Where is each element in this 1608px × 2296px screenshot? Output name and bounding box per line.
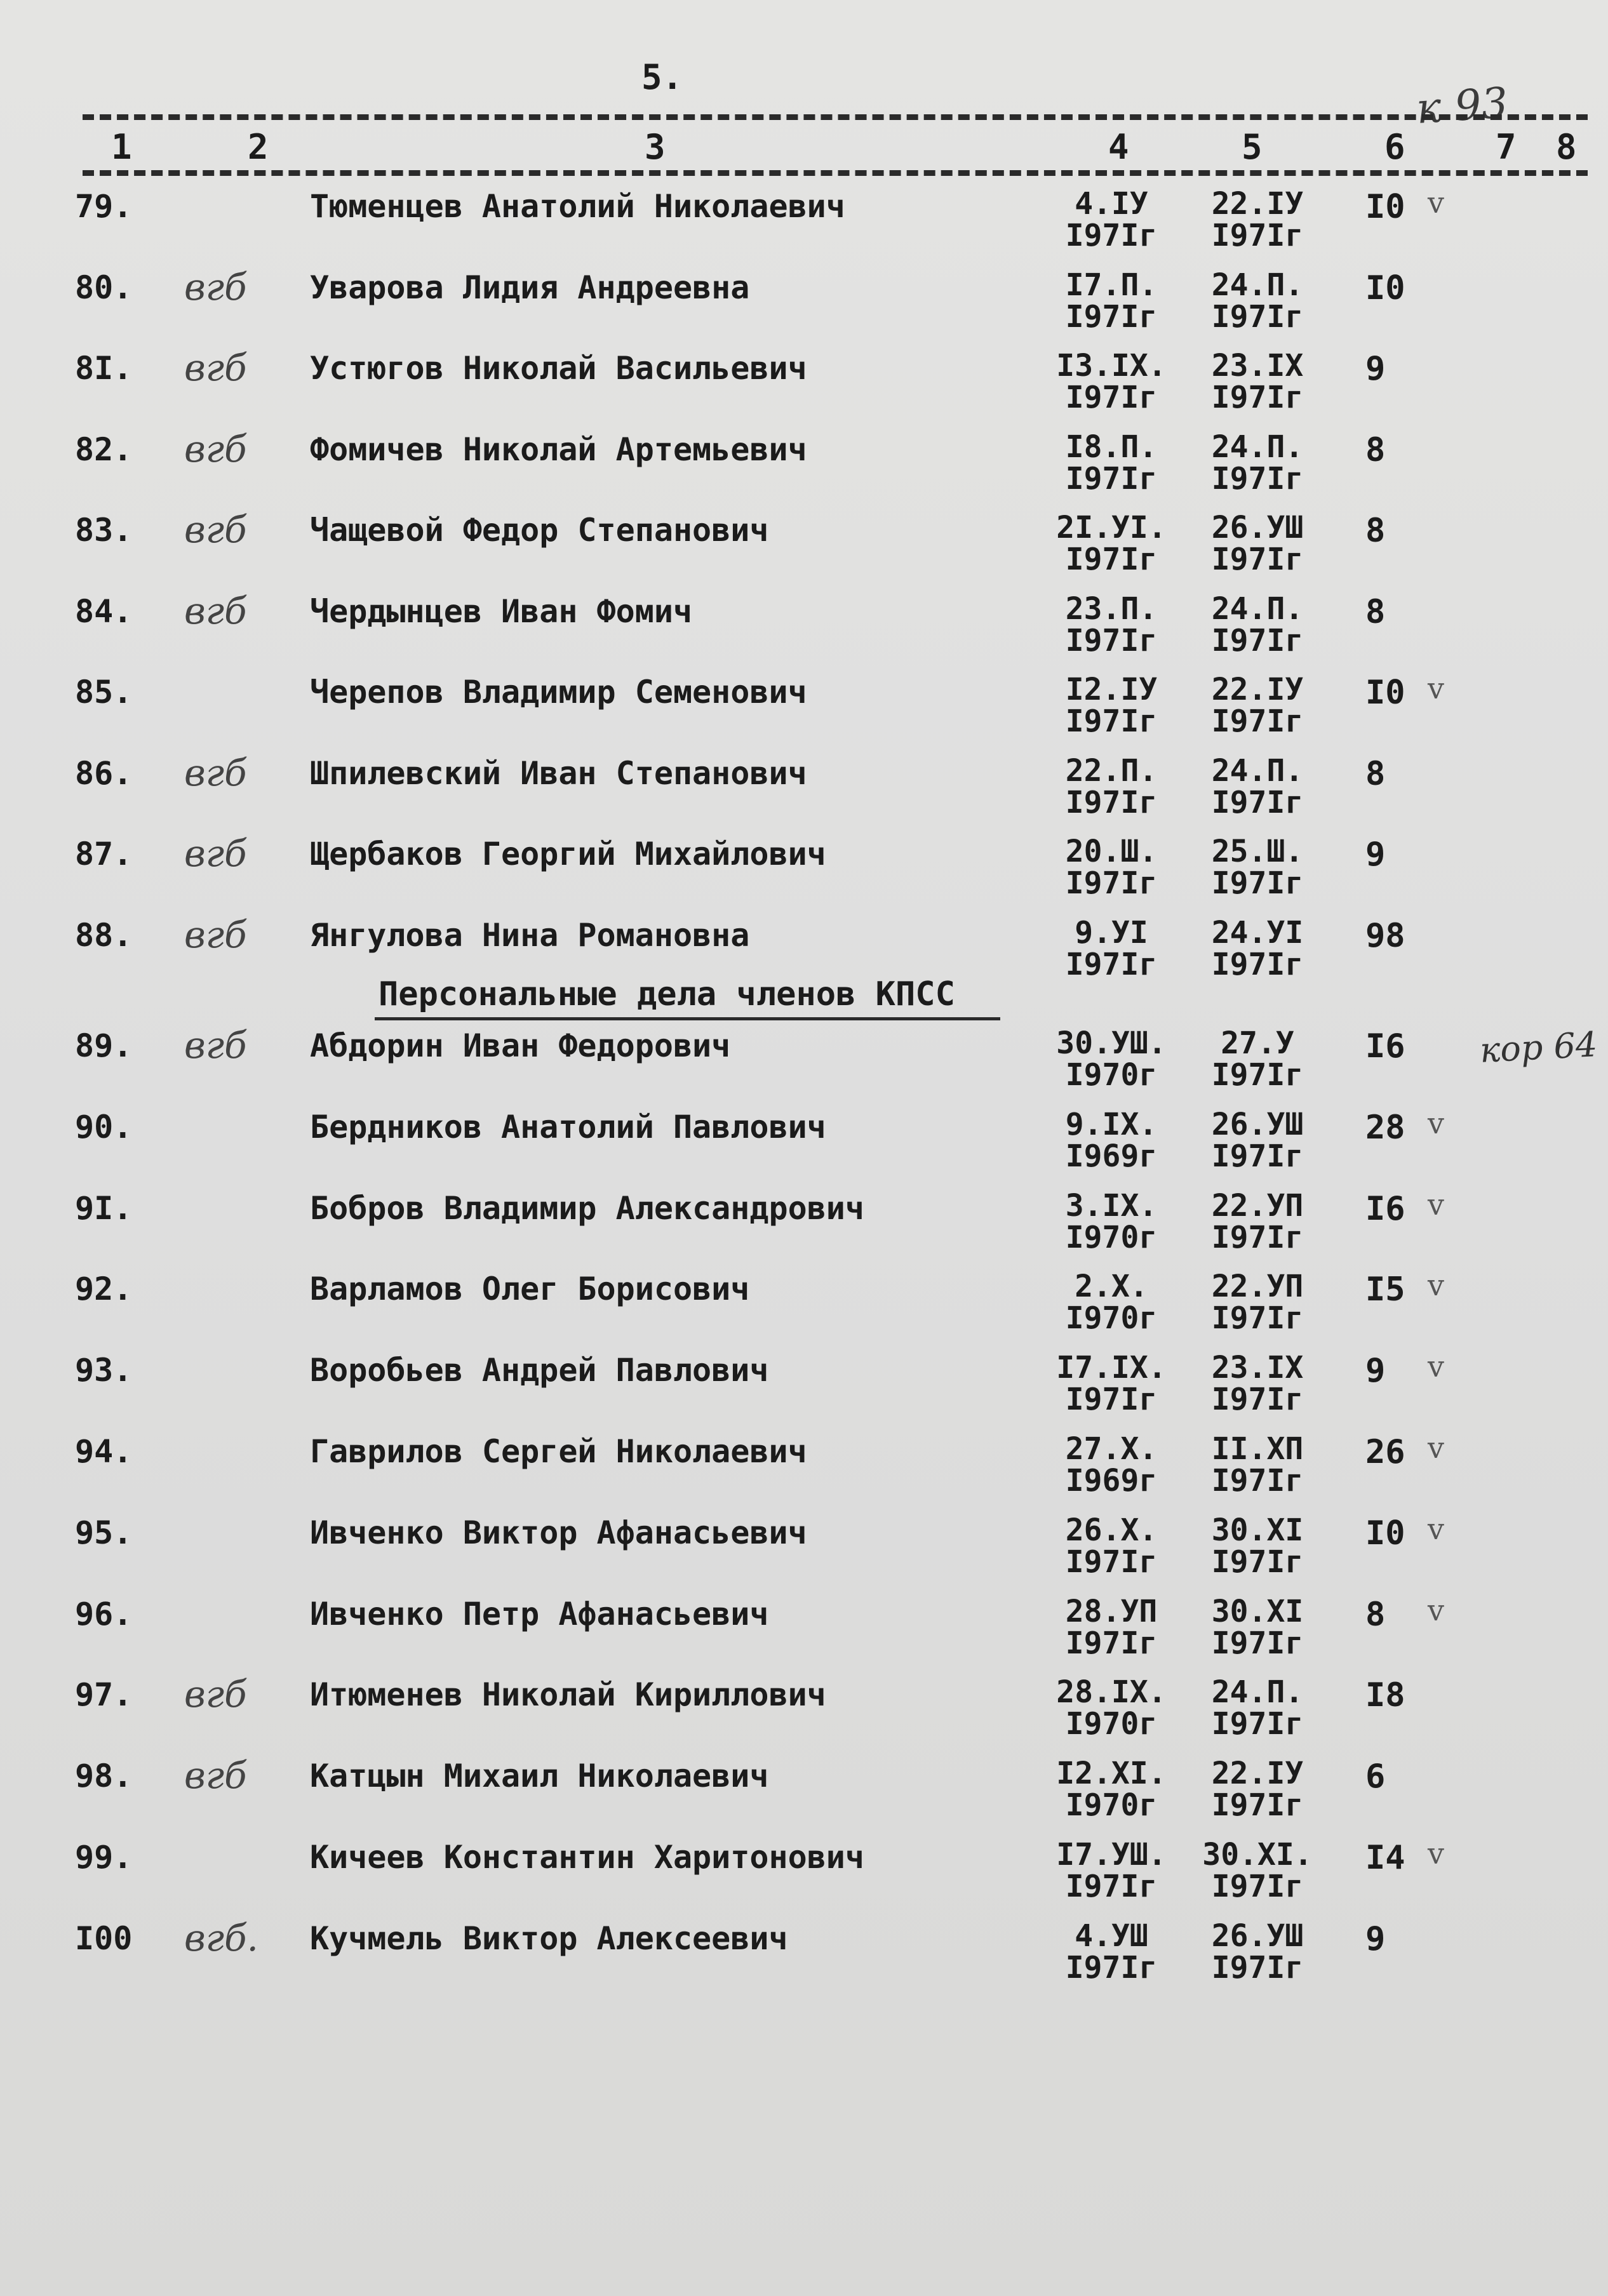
- date-end-year: I97Iг: [1211, 1869, 1304, 1904]
- person-name: Кичеев Константин Харитонович: [310, 1839, 864, 1876]
- date-end-year: I97Iг: [1211, 218, 1304, 253]
- section-heading: Персональные дела членов КПСС: [379, 975, 955, 1013]
- date-start: [1042, 674, 1181, 737]
- date-end: [1188, 1106, 1327, 1174]
- date-start: [1042, 1269, 1181, 1337]
- date-start-day: 4.IУ: [1075, 186, 1148, 222]
- row-number: 99.: [75, 1839, 133, 1876]
- column-header-2: 2: [248, 127, 269, 167]
- check-mark: v: [1428, 1349, 1444, 1384]
- date-end: [1188, 1839, 1327, 1902]
- header-rule-top: [83, 114, 1588, 120]
- date-end-year: I97Iг: [1211, 1787, 1304, 1824]
- handwritten-mark: вгб: [184, 832, 247, 875]
- handwritten-mark: вгб.: [184, 1916, 258, 1959]
- date-start-year: I970г: [1065, 1787, 1158, 1824]
- date-start: [1042, 350, 1181, 413]
- date-start-day: 2.X.: [1075, 1269, 1148, 1305]
- page-count: I0: [1365, 269, 1405, 307]
- check-mark: v: [1428, 1511, 1444, 1546]
- check-mark: v: [1428, 671, 1444, 705]
- date-end-day: 24.П.: [1211, 752, 1304, 789]
- date-start-day: 28.IX.: [1056, 1674, 1167, 1711]
- check-mark: v: [1428, 1187, 1444, 1222]
- date-start: [1042, 1920, 1181, 1984]
- date-start-day: I7.П.: [1065, 267, 1158, 303]
- table-row: [0, 1836, 1608, 1920]
- person-name: Фомичев Николай Артемьевич: [310, 431, 807, 468]
- check-mark: v: [1428, 1592, 1444, 1627]
- table-row: [0, 1187, 1608, 1271]
- date-start-day: 4.УШ: [1075, 1918, 1148, 1954]
- date-start-year: I97Iг: [1065, 1625, 1158, 1661]
- date-end: [1188, 1269, 1327, 1337]
- handwritten-mark: вгб: [184, 1672, 247, 1716]
- date-start: [1042, 1187, 1181, 1255]
- section-heading-underline: [375, 1017, 1000, 1020]
- person-name: Уварова Лидия Андреевна: [310, 269, 750, 306]
- date-start-day: I8.П.: [1065, 429, 1158, 465]
- date-end-year: I97Iг: [1211, 946, 1304, 982]
- date-start: [1042, 1514, 1181, 1578]
- date-start: [1042, 1593, 1181, 1661]
- date-end-day: 22.IУ: [1211, 672, 1304, 707]
- column-header-5: 5: [1242, 127, 1263, 167]
- row-number: 9I.: [75, 1189, 133, 1227]
- date-start: [1042, 1027, 1181, 1091]
- row-number: 85.: [75, 674, 133, 711]
- date-start-day: 22.П.: [1065, 752, 1158, 789]
- table-row: [0, 751, 1608, 836]
- person-name: Устюгов Николай Васильевич: [310, 350, 807, 387]
- person-name: Бобров Владимир Александрович: [310, 1189, 864, 1227]
- table-row: [0, 185, 1608, 269]
- date-start-year: I97Iг: [1065, 380, 1158, 415]
- date-end: [1188, 1756, 1327, 1824]
- date-end: [1188, 431, 1327, 495]
- date-end-day: 22.IУ: [1211, 1756, 1304, 1792]
- page-count: 9: [1365, 836, 1386, 874]
- table-row: [0, 1105, 1608, 1190]
- date-start: [1042, 1756, 1181, 1824]
- date-end-day: 26.УШ: [1211, 1106, 1304, 1142]
- page-count: I4: [1365, 1839, 1405, 1877]
- row-number: 95.: [75, 1514, 133, 1551]
- table-row: [0, 589, 1608, 674]
- row-number: 84.: [75, 592, 133, 630]
- table-row: [0, 1511, 1608, 1596]
- person-name: Тюменцев Анатолий Николаевич: [310, 188, 845, 225]
- row-number: 83.: [75, 512, 133, 549]
- handwritten-mark: вгб: [184, 912, 247, 956]
- table-row: [0, 1024, 1608, 1109]
- date-end-day: 24.П.: [1211, 267, 1304, 303]
- date-end-day: 30.XI.: [1202, 1837, 1313, 1872]
- date-start-year: I97Iг: [1065, 622, 1158, 658]
- person-name: Щербаков Георгий Михайлович: [310, 836, 826, 872]
- page-count: I0: [1365, 674, 1405, 712]
- date-end: [1188, 1920, 1327, 1984]
- date-end-year: I97Iг: [1211, 1949, 1304, 1986]
- date-start-year: I969г: [1065, 1463, 1158, 1498]
- row-number: 80.: [75, 269, 133, 306]
- column-header-8: 8: [1556, 127, 1577, 167]
- date-end-day: 30.XI: [1211, 1593, 1304, 1629]
- date-end-year: I97Iг: [1211, 1219, 1304, 1255]
- margin-note: кор 64: [1478, 1024, 1598, 1071]
- date-start-day: 28.УП: [1065, 1593, 1158, 1629]
- date-end: [1188, 836, 1327, 899]
- table-row: [0, 1672, 1608, 1758]
- date-end-day: 24.П.: [1211, 429, 1304, 465]
- date-start: [1042, 431, 1181, 495]
- person-name: Шпилевский Иван Степанович: [310, 754, 807, 792]
- handwritten-mark: вгб: [184, 265, 247, 309]
- table-row: [0, 346, 1608, 431]
- date-start: [1042, 593, 1181, 657]
- page-count: 9: [1365, 350, 1386, 388]
- date-end-year: I97Iг: [1211, 380, 1304, 415]
- page-count: I6: [1365, 1189, 1405, 1228]
- column-header-1: 1: [111, 127, 132, 167]
- date-end: [1188, 1676, 1327, 1740]
- date-start-year: I97Iг: [1065, 865, 1158, 901]
- date-start-day: I7.УШ.: [1056, 1837, 1167, 1872]
- person-name: Итюменев Николай Кириллович: [310, 1676, 826, 1714]
- date-start: [1042, 1433, 1181, 1497]
- date-start-day: 9.IX.: [1065, 1106, 1158, 1142]
- date-start: [1042, 1676, 1181, 1740]
- page-count: I5: [1365, 1271, 1405, 1309]
- row-number: 88.: [75, 916, 133, 954]
- date-start-year: I970г: [1065, 1057, 1158, 1093]
- date-start-day: I2.XI.: [1056, 1756, 1167, 1792]
- date-end-year: I97Iг: [1211, 1463, 1304, 1498]
- date-end: [1188, 188, 1327, 251]
- page-count: 8: [1365, 754, 1386, 793]
- date-end: [1188, 1433, 1327, 1497]
- person-name: Черепов Владимир Семенович: [310, 674, 807, 711]
- date-start-day: 2I.УI.: [1056, 510, 1167, 545]
- date-start: [1042, 836, 1181, 899]
- column-header-3: 3: [645, 127, 666, 167]
- row-number: 94.: [75, 1433, 133, 1470]
- person-name: Кучмель Виктор Алексеевич: [310, 1919, 788, 1957]
- table-row: [0, 1349, 1608, 1433]
- table-row: [0, 1592, 1608, 1677]
- date-end-year: I97Iг: [1211, 542, 1304, 577]
- row-number: 86.: [75, 754, 133, 792]
- date-end-year: I97Iг: [1211, 1300, 1304, 1337]
- check-mark: v: [1428, 185, 1444, 220]
- header-rule-bottom: [83, 170, 1588, 176]
- archive-handwritten-note: к 93: [1414, 78, 1510, 133]
- page-count: 6: [1365, 1758, 1386, 1796]
- date-end-day: 22.IУ: [1211, 186, 1304, 222]
- row-number: 92.: [75, 1271, 133, 1308]
- check-mark: v: [1428, 1268, 1444, 1303]
- date-end-year: I97Iг: [1211, 1625, 1304, 1661]
- date-end-year: I97Iг: [1211, 865, 1304, 901]
- row-number: 8I.: [75, 350, 133, 387]
- person-name: Янгулова Нина Романовна: [310, 916, 750, 954]
- date-start-day: 9.УI: [1075, 914, 1148, 951]
- table-row: [0, 1916, 1608, 2001]
- date-end-day: 24.П.: [1211, 591, 1304, 627]
- row-number: 90.: [75, 1108, 133, 1145]
- date-end-year: I97Iг: [1211, 704, 1304, 739]
- date-start: [1042, 1350, 1181, 1418]
- page-count: 9: [1365, 1352, 1386, 1391]
- date-end-day: 26.УШ: [1211, 510, 1304, 545]
- date-start: [1042, 752, 1181, 820]
- row-number: 89.: [75, 1027, 133, 1064]
- date-end-year: I97Iг: [1211, 622, 1304, 658]
- page-number: 5.: [641, 57, 683, 97]
- date-start-year: I97Iг: [1065, 298, 1158, 335]
- date-end-day: II.XП: [1211, 1431, 1304, 1467]
- date-start-day: I2.IУ: [1065, 672, 1158, 707]
- date-start-day: 23.П.: [1065, 591, 1158, 627]
- date-end-day: 25.Ш.: [1211, 834, 1304, 869]
- row-number: 96.: [75, 1595, 133, 1632]
- date-end: [1188, 1593, 1327, 1661]
- table-row: [0, 1754, 1608, 1839]
- date-start: [1042, 188, 1181, 251]
- table-row: [0, 427, 1608, 512]
- person-name: Ивченко Петр Афанасьевич: [310, 1595, 769, 1632]
- table-row: [0, 1433, 1608, 1514]
- check-mark: v: [1428, 1431, 1444, 1465]
- date-start-year: I97Iг: [1065, 460, 1158, 497]
- row-number: 93.: [75, 1352, 133, 1389]
- date-end-day: 27.У: [1221, 1025, 1294, 1061]
- person-name: Варламов Олег Борисович: [310, 1271, 750, 1308]
- person-name: Катцын Михаил Николаевич: [310, 1758, 769, 1795]
- handwritten-mark: вгб: [184, 589, 247, 632]
- date-end: [1188, 1350, 1327, 1418]
- date-end-day: 23.IX: [1211, 1350, 1304, 1386]
- date-start-year: I97Iг: [1065, 946, 1158, 982]
- page-count: I8: [1365, 1676, 1405, 1715]
- page-count: 28: [1365, 1108, 1405, 1147]
- date-start: [1042, 1106, 1181, 1174]
- row-number: 87.: [75, 836, 133, 872]
- date-start: [1042, 269, 1181, 333]
- date-end-day: 23.IX: [1211, 348, 1304, 384]
- page-count: 98: [1365, 916, 1405, 955]
- handwritten-mark: вгб: [184, 346, 247, 389]
- person-name: Абдорин Иван Федорович: [310, 1027, 731, 1064]
- handwritten-mark: вгб: [184, 751, 247, 794]
- person-name: Ивченко Виктор Афанасьевич: [310, 1514, 807, 1551]
- page-count: I0: [1365, 188, 1405, 226]
- date-end-year: I97Iг: [1211, 784, 1304, 820]
- date-end: [1188, 593, 1327, 657]
- table-row: [0, 508, 1608, 593]
- row-number: I00: [75, 1919, 133, 1957]
- date-start-year: I970г: [1065, 1300, 1158, 1337]
- page-count: 8: [1365, 512, 1386, 550]
- row-number: 97.: [75, 1676, 133, 1714]
- date-end: [1188, 512, 1327, 575]
- date-start-day: 3.IX.: [1065, 1187, 1158, 1224]
- table-row: [0, 265, 1608, 350]
- date-start-year: I97Iг: [1065, 704, 1158, 739]
- date-end: [1188, 1514, 1327, 1578]
- date-start-year: I970г: [1065, 1706, 1158, 1742]
- check-mark: v: [1428, 1836, 1444, 1871]
- date-start-year: I97Iг: [1065, 1382, 1158, 1418]
- date-end: [1188, 1027, 1327, 1091]
- column-header-7: 7: [1496, 127, 1517, 167]
- date-start-day: 26.X.: [1065, 1512, 1158, 1548]
- date-end-year: I97Iг: [1211, 298, 1304, 335]
- page-count: 9: [1365, 1919, 1386, 1958]
- person-name: Чердынцев Иван Фомич: [310, 592, 693, 630]
- date-start-year: I97Iг: [1065, 784, 1158, 820]
- date-start-year: I970г: [1065, 1219, 1158, 1255]
- date-end-day: 22.УП: [1211, 1269, 1304, 1305]
- date-start-year: I969г: [1065, 1138, 1158, 1174]
- page-count: I6: [1365, 1027, 1405, 1065]
- date-end-day: 30.XI: [1211, 1512, 1304, 1548]
- date-start-day: 27.X.: [1065, 1431, 1158, 1467]
- page-count: 8: [1365, 592, 1386, 631]
- page-count: 26: [1365, 1433, 1405, 1471]
- date-end-year: I97Iг: [1211, 460, 1304, 497]
- table-row: [0, 671, 1608, 755]
- date-start: [1042, 914, 1181, 982]
- date-start-year: I97Iг: [1065, 1869, 1158, 1904]
- handwritten-mark: вгб: [184, 1754, 247, 1798]
- column-header-6: 6: [1384, 127, 1405, 167]
- row-number: 82.: [75, 431, 133, 468]
- person-name: Воробьев Андрей Павлович: [310, 1352, 769, 1389]
- handwritten-mark: вгб: [184, 1024, 247, 1067]
- date-end-day: 24.УI: [1211, 914, 1304, 951]
- date-end-year: I97Iг: [1211, 1138, 1304, 1174]
- date-end: [1188, 914, 1327, 982]
- date-end: [1188, 269, 1327, 333]
- page-count: 8: [1365, 431, 1386, 469]
- handwritten-mark: вгб: [184, 427, 247, 471]
- date-start-year: I97Iг: [1065, 1949, 1158, 1986]
- date-end-day: 22.УП: [1211, 1187, 1304, 1224]
- date-start-day: I7.IX.: [1056, 1350, 1167, 1386]
- date-end-year: I97Iг: [1211, 1544, 1304, 1580]
- row-number: 79.: [75, 188, 133, 225]
- date-start-day: I3.IX.: [1056, 348, 1167, 384]
- date-start-year: I97Iг: [1065, 218, 1158, 253]
- person-name: Бердников Анатолий Павлович: [310, 1108, 826, 1145]
- table-row: [0, 1268, 1608, 1352]
- date-end-year: I97Iг: [1211, 1382, 1304, 1418]
- table-row: [0, 832, 1608, 917]
- date-end: [1188, 752, 1327, 820]
- date-end: [1188, 674, 1327, 737]
- person-name: Чащевой Федор Степанович: [310, 512, 769, 549]
- date-end-day: 26.УШ: [1211, 1918, 1304, 1954]
- handwritten-mark: вгб: [184, 508, 247, 551]
- date-start-year: I97Iг: [1065, 1544, 1158, 1580]
- page-count: I0: [1365, 1514, 1405, 1552]
- date-end-year: I97Iг: [1211, 1706, 1304, 1742]
- person-name: Гаврилов Сергей Николаевич: [310, 1433, 807, 1470]
- date-start: [1042, 1839, 1181, 1902]
- check-mark: v: [1428, 1105, 1444, 1140]
- column-header-4: 4: [1108, 127, 1129, 167]
- page-count: 8: [1365, 1595, 1386, 1634]
- date-start-day: 30.УШ.: [1056, 1025, 1167, 1061]
- date-end: [1188, 1187, 1327, 1255]
- date-start-day: 20.Ш.: [1065, 834, 1158, 869]
- date-end: [1188, 350, 1327, 413]
- date-start: [1042, 512, 1181, 575]
- date-start-year: I97Iг: [1065, 542, 1158, 577]
- date-end-day: 24.П.: [1211, 1674, 1304, 1711]
- date-end-year: I97Iг: [1211, 1057, 1304, 1093]
- row-number: 98.: [75, 1758, 133, 1795]
